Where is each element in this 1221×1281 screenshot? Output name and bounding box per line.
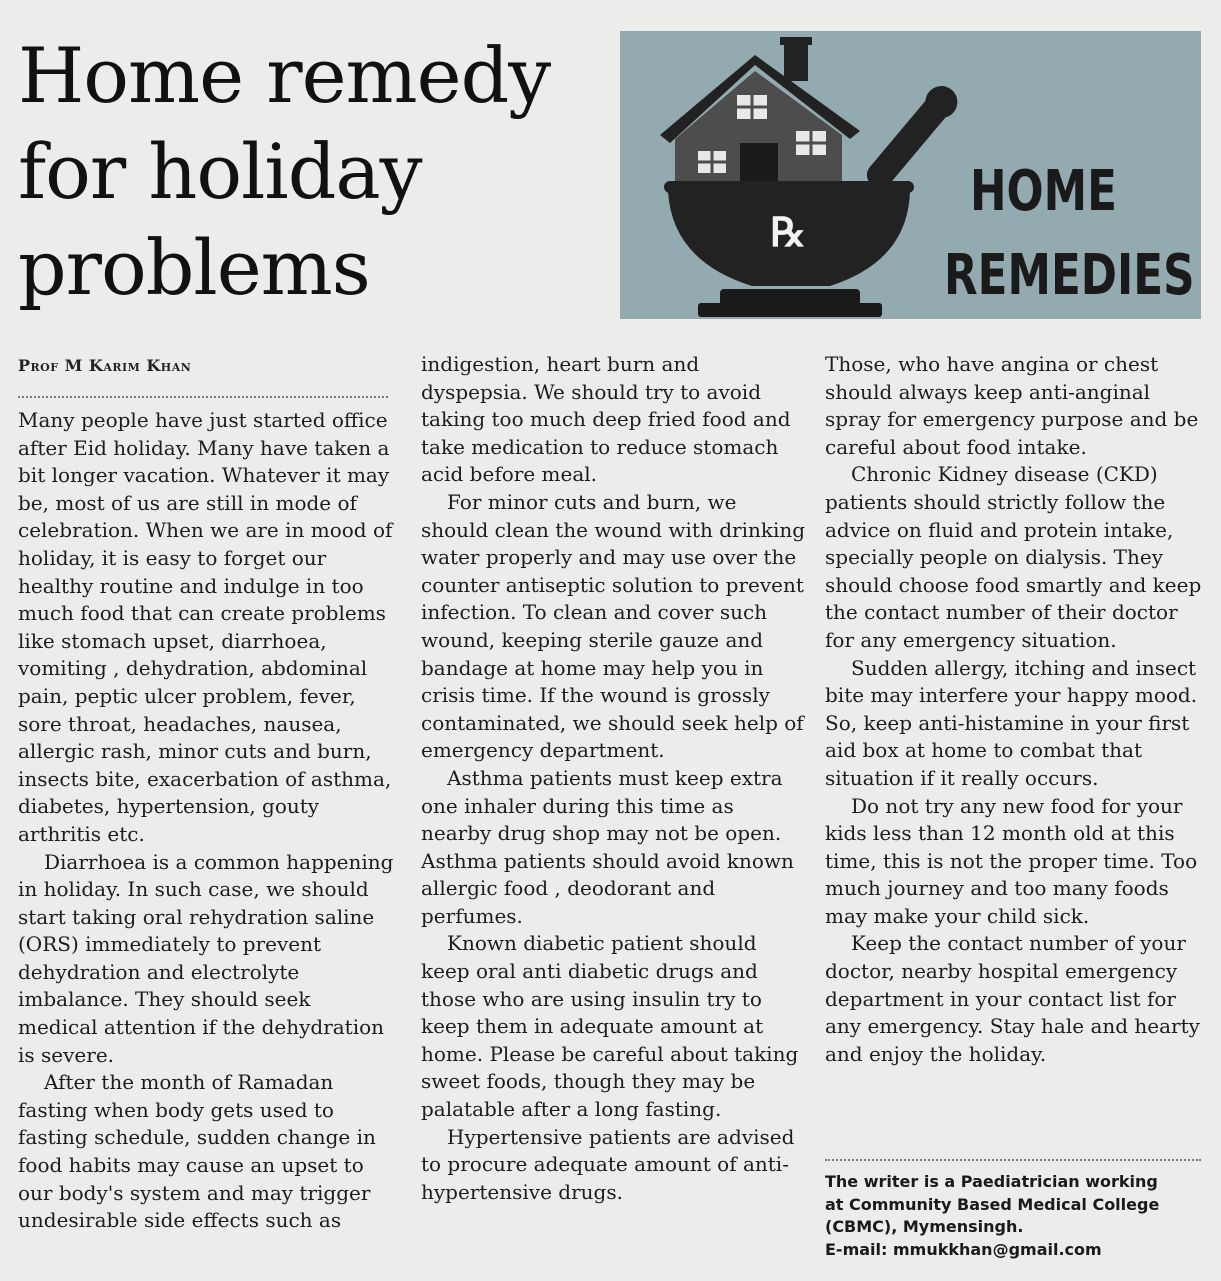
paragraph: Sudden allergy, itching and insect bite may interfere your happy mood. So, keep anti-histamine in your first aid box at home to combat that situation if it really occurs. xyxy=(825,655,1198,790)
writer-note-line: (CBMC), Mymensingh. xyxy=(825,1217,1024,1236)
headline xyxy=(18,28,608,316)
paragraph: indigestion, heart burn and dyspepsia. We should try to avoid taking too much deep fried food and take medication to reduce stomach acid before meal. xyxy=(421,352,791,487)
writer-note-line: at Community Based Medical College xyxy=(825,1194,1160,1214)
headline-line-1: Home remedy xyxy=(18,31,551,120)
rx-symbol: ℞ xyxy=(770,209,806,256)
headline-line-3: problems xyxy=(18,223,370,312)
article-column-1 xyxy=(18,407,396,1235)
writer-note xyxy=(825,1171,1205,1261)
paragraph: Keep the contact number of your doctor, nearby hospital emergency department in your contact list for any emergency. Stay hale and hearty and enjoy the holiday. xyxy=(825,931,1200,1066)
writer-note-divider xyxy=(825,1159,1201,1161)
paragraph: Those, who have angina or chest should always keep anti-anginal spray for emergency purpose and be careful about food intake. xyxy=(825,352,1199,459)
article-column-3 xyxy=(825,351,1207,1068)
paragraph: Diarrhoea is a common happening in holiday. In such case, we should start taking oral rehydration saline (ORS) immediately to prevent dehydration and electrolyte imbalance. They should seek medical attention if the dehydration is severe. xyxy=(18,849,394,1067)
byline: Prof M Karim Khan xyxy=(18,356,192,375)
paragraph: Many people have just started office after Eid holiday. Many have taken a bit longer vacation. Whatever it may be, most of us are still in mode of celebration. When we are in mood of holiday, it is easy to forget our healthy routine and indulge in too much food that can create problems like stomach upset, diarrhoea, vomiting , dehydration, abdominal pain, peptic ulcer problem, fever, sore throat, headaches, nausea, allergic rash, minor cuts and burn, insects bite, exacerbation of asthma, diabetes, hypertension, gouty arthritis etc. xyxy=(18,408,393,846)
writer-note-line: The writer is a Paediatrician working xyxy=(825,1172,1158,1191)
article-column-2 xyxy=(421,351,806,1206)
paragraph: Asthma patients must keep extra one inhaler during this time as nearby drug shop may not be open. Asthma patients should avoid known allergic food , deodorant and perfumes. xyxy=(421,765,794,928)
home-remedies-line-2: REMEDIES xyxy=(944,243,1195,308)
paragraph: Chronic Kidney disease (CKD) patients should strictly follow the advice on fluid and protein intake, specially people on dialysis. They should choose food smartly and keep the contact number of their doctor for any emergency situation. xyxy=(825,462,1202,652)
paragraph: After the month of Ramadan fasting when body gets used to fasting schedule, sudden change in food habits may cause an upset to our body's system and may trigger undesirable side effects such as xyxy=(18,1070,376,1233)
paragraph: For minor cuts and burn, we should clean the wound with drinking water properly and may use over the counter antiseptic solution to prevent infection. To clean and cover such wound, keeping sterile gauze and bandage at home may help you in crisis time. If the wound is grossly contaminated, we should seek help of emergency department. xyxy=(421,489,806,763)
home-remedies-line-1: HOME xyxy=(969,159,1117,224)
paragraph: Known diabetic patient should keep oral anti diabetic drugs and those who are using insulin try to keep them in adequate amount at home. Please be careful about taking sweet foods, though they may be palatable after a long fasting. xyxy=(421,931,799,1122)
headline-line-2: for holiday xyxy=(18,127,422,216)
byline-divider xyxy=(18,396,388,398)
paragraph: Do not try any new food for your kids less than 12 month old at this time, this is not the proper time. Too much journey and too many foods may make your child sick. xyxy=(825,793,1198,928)
writer-email: E-mail: mmukkhan@gmail.com xyxy=(825,1239,1102,1259)
paragraph: Hypertensive patients are advised to procure adequate amount of anti-hypertensive drugs. xyxy=(421,1124,795,1204)
home-remedies-label xyxy=(944,150,1195,318)
